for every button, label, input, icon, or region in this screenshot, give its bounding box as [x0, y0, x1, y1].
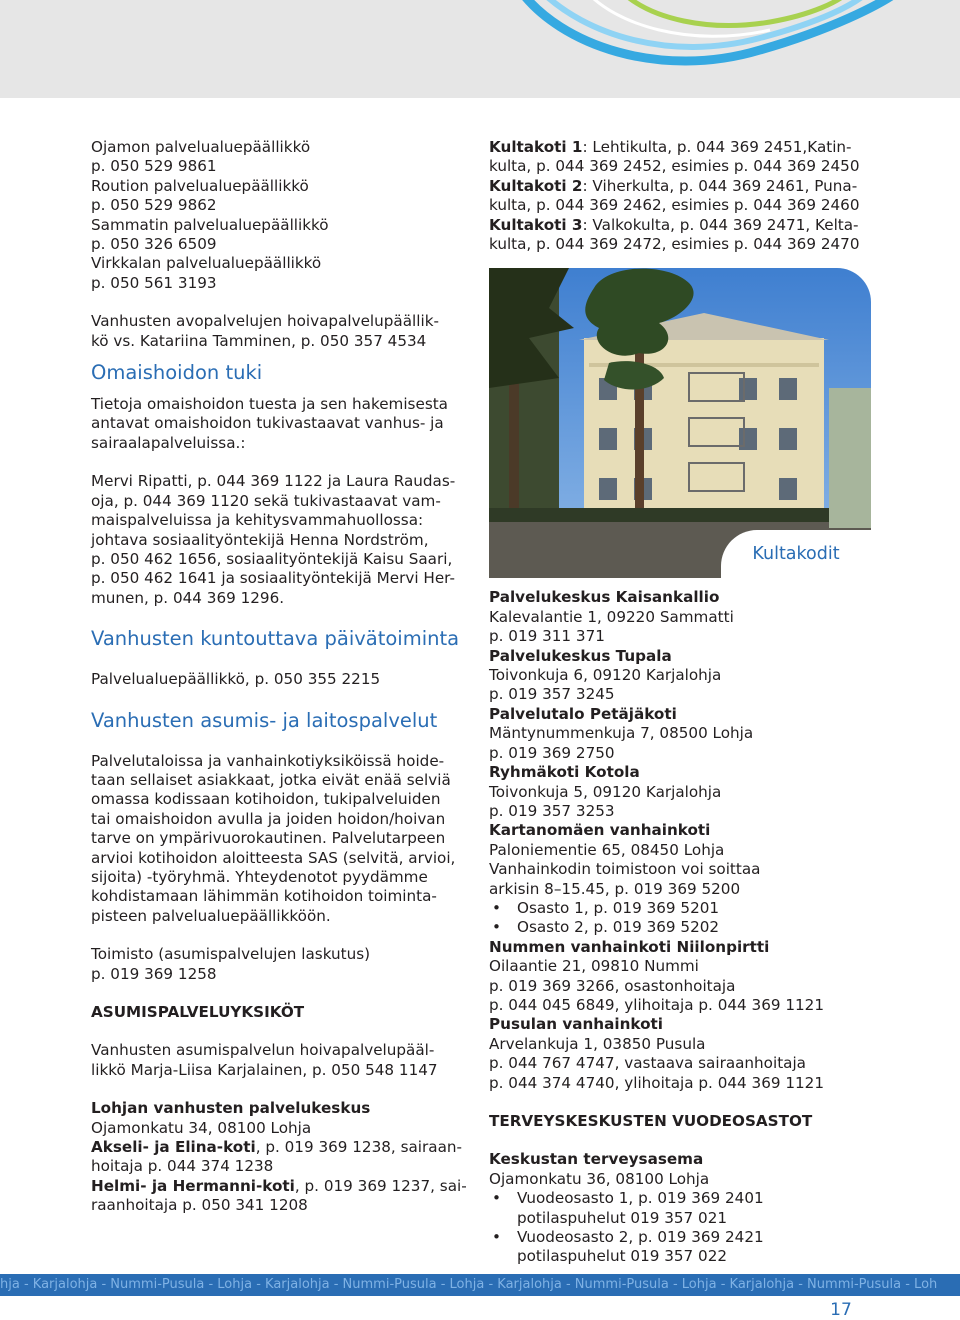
kartanomaki-address: Paloniementie 65, 08450 Lohja: [489, 840, 725, 859]
asumisyksikot-line: likkö Marja-Liisa Karjalainen, p. 050 548 1147: [91, 1060, 438, 1079]
omaishoito-heading: Omaishoidon tuki: [91, 361, 263, 385]
contact-line: Ojamon palvelualuepäällikkö: [91, 138, 311, 156]
kotola-address: Toivonkuja 5, 09120 Karjalohja: [489, 782, 722, 801]
lohja-palvelukeskus-title: Lohjan vanhusten palvelukeskus: [91, 1099, 371, 1118]
toimisto-line: Toimisto (asumispalvelujen laskutus): [91, 945, 371, 964]
list-item: • Osasto 1, p. 019 369 5201: [489, 899, 871, 918]
omaishoito-intro-line: antavat omaishoidon tukivastaavat vanhus- ja: [91, 414, 444, 433]
kotola-title: Ryhmäkoti Kotola: [489, 763, 640, 782]
asumis-text-line: taan sellaiset asiakkaat, jotka eivät enää selviä: [91, 770, 451, 789]
omaishoito-contact-line: p. 050 462 1656, sosiaalityöntekijä Kaisu Saari,: [91, 549, 453, 568]
contact-line: Virkkalan palvelualuepäällikkö: [91, 254, 322, 273]
pusula-title: Pusulan vanhainkoti: [489, 1015, 663, 1034]
niilonpirtti-phone: p. 019 369 3266, osastonhoitaja: [489, 976, 736, 995]
akseli-elina-line-2: hoitaja p. 044 374 1238: [91, 1157, 274, 1176]
kultakoti-line: [489, 196, 871, 215]
right-column: [489, 138, 871, 1267]
tupala-address: Toivonkuja 6, 09120 Karjalohja: [489, 666, 722, 685]
kaisankallio-phone: p. 019 311 371: [489, 627, 605, 646]
asumis-text-line: Palvelutaloissa ja vanhainkotiyksiköissä hoide-: [91, 751, 445, 770]
omaishoito-contact-line: oja, p. 044 369 1120 sekä tukivastaavat vam-: [91, 491, 441, 510]
kultakoti-line: [489, 177, 871, 196]
kultakoti-phones: kulta, p. 044 369 2472, esimies p. 044 369 2470: [489, 235, 860, 254]
kultakoti-line: [489, 157, 871, 176]
helmi-hermanni-title: Helmi- ja Hermanni-koti: [91, 1176, 295, 1195]
asumis-text-line: kohdistamaan lähimmän kotihoidon toiminta-: [91, 887, 437, 906]
kartanomaki-phone: arkisin 8–15.45, p. 019 369 5200: [489, 879, 741, 898]
terveyskeskus-heading: TERVEYSKESKUSTEN VUODEOSASTOT: [489, 1112, 813, 1130]
petajakoti-title: Palvelutalo Petäjäkoti: [489, 704, 677, 723]
vuodeosasto-phone: Vuodeosasto 2, p. 019 369 2421: [517, 1228, 764, 1247]
kultakoti-phones: kulta, p. 044 369 2452, esimies p. 044 369 2450: [489, 157, 860, 176]
kultakoti-line: [489, 235, 871, 254]
toimisto-line: p. 019 369 1258: [91, 964, 217, 983]
kultakoti-phones: : Lehtikulta, p. 044 369 2451,Katin-: [582, 138, 852, 156]
asumis-text-line: tarve on ympärivuorokautinen. Palvelutarpeen: [91, 829, 446, 848]
petajakoti-phone: p. 019 369 2750: [489, 743, 615, 762]
asumis-text-line: tai omaishoidon avulla ja joiden hoidon/hoivan: [91, 809, 446, 828]
tupala-phone: p. 019 357 3245: [489, 685, 615, 704]
vuodeosastot-list: [489, 1189, 871, 1267]
list-item: • Osasto 2, p. 019 369 5202: [489, 918, 871, 937]
contact-line: Sammatin palvelualuepäällikkö: [91, 215, 329, 234]
tupala-title: Palvelukeskus Tupala: [489, 646, 672, 665]
kuntouttava-heading: Vanhusten kuntouttava päivätoiminta: [91, 627, 460, 651]
asumis-text-line: arvioi kotihoidon aloitteesta SAS (selvitä, arvioi,: [91, 848, 456, 867]
pusula-phone-2: p. 044 374 4740, ylihoitaja p. 044 369 1121: [489, 1073, 824, 1092]
contact-line: p. 050 561 3193: [91, 273, 217, 292]
header-band: [0, 0, 960, 98]
kaisankallio-address: Kalevalantie 1, 09220 Sammatti: [489, 607, 734, 626]
omaishoito-contact-line: p. 050 462 1641 ja sosiaalityöntekijä Mervi Her-: [91, 569, 455, 588]
kuntouttava-text: Palvelualuepäällikkö, p. 050 355 2215: [91, 670, 381, 689]
omaishoito-contact-line: Mervi Ripatti, p. 044 369 1122 ja Laura Raudas-: [91, 472, 456, 491]
kaisankallio-title: Palvelukeskus Kaisankallio: [489, 588, 720, 607]
pusula-address: Arvelankuja 1, 03850 Pusula: [489, 1034, 706, 1053]
omaishoito-contact-line: maispalveluissa ja kehitysvammahuollossa:: [91, 511, 424, 530]
contact-line: Roution palvelualuepäällikkö: [91, 176, 309, 195]
keskusta-address: Ojamonkatu 36, 08100 Lohja: [489, 1169, 710, 1188]
kultakoti-title: Kultakoti 1: [489, 138, 583, 156]
swirl-decoration-icon: [0, 0, 960, 98]
kotola-phone: p. 019 357 3253: [489, 801, 615, 820]
omaishoito-intro-line: sairaalapalveluissa.:: [91, 433, 246, 452]
omaishoito-contact-line: munen, p. 044 369 1296.: [91, 588, 285, 607]
kultakoti-title: Kultakoti 2: [489, 176, 583, 195]
list-item: [489, 1189, 871, 1228]
asumis-text-line: omassa kodissaan kotihoidon, tukipalveluiden: [91, 790, 441, 809]
list-item: [489, 1228, 871, 1267]
kartanomaki-title: Kartanomäen vanhainkoti: [489, 821, 711, 840]
avopalvelu-line: kö vs. Katariina Tamminen, p. 050 357 4534: [91, 331, 427, 350]
vuodeosasto-patient-phone: potilaspuhelut 019 357 022: [517, 1247, 728, 1266]
petajakoti-address: Mäntynummenkuja 7, 08500 Lohja: [489, 724, 754, 743]
kultakoti-line: [489, 138, 871, 157]
lohja-palvelukeskus-address: Ojamonkatu 34, 08100 Lohja: [91, 1118, 312, 1137]
contact-line: p. 050 326 6509: [91, 235, 217, 254]
asumis-text-line: sijoita) -työryhmä. Yhteydenotot pyydämme: [91, 867, 428, 886]
kartanomaki-osastot: [489, 899, 871, 938]
pusula-phone: p. 044 767 4747, vastaava sairaanhoitaja: [489, 1054, 806, 1073]
niilonpirtti-phone-2: p. 044 045 6849, ylihoitaja p. 044 369 1121: [489, 995, 824, 1014]
asumis-text-line: pisteen palvelualuepäällikköön.: [91, 906, 331, 925]
helmi-hermanni-line-2: raanhoitaja p. 050 341 1208: [91, 1196, 308, 1215]
vuodeosasto-phone: Vuodeosasto 1, p. 019 369 2401: [517, 1189, 764, 1208]
kultakoti-phones: : Viherkulta, p. 044 369 2461, Puna-: [582, 176, 858, 195]
left-column: [91, 138, 474, 1216]
niilonpirtti-address: Oilaantie 21, 09810 Nummi: [489, 957, 699, 976]
kultakodit-photo: [489, 268, 871, 578]
kultakoti-phones: : Valkokulta, p. 044 369 2471, Kelta-: [582, 215, 859, 234]
kultakoti-phones: kulta, p. 044 369 2462, esimies p. 044 369 2460: [489, 196, 860, 215]
page-number: 17: [830, 1300, 852, 1320]
keskusta-title: Keskustan terveysasema: [489, 1150, 704, 1169]
omaishoito-intro-line: Tietoja omaishoidon tuesta ja sen hakemisesta: [91, 395, 448, 414]
footer-strip: hja - Karjalohja - Nummi-Pusula - Lohja - Karjalohja - Nummi-Pusula - Lohja - Karjalohja - Nummi-Pusula - Lohja - Karjalohja - Nummi-Pusula - Loh: [0, 1274, 960, 1296]
akseli-elina-line: [91, 1138, 474, 1157]
akseli-elina-title: Akseli- ja Elina-koti: [91, 1138, 256, 1157]
kultakoti-title: Kultakoti 3: [489, 215, 583, 234]
avopalvelu-line: Vanhusten avopalvelujen hoivapalvelupäällik-: [91, 312, 439, 331]
kartanomaki-info: Vanhainkodin toimistoon voi soittaa: [489, 860, 761, 879]
niilonpirtti-title: Nummen vanhainkoti Niilonpirtti: [489, 937, 770, 956]
photo-caption: Kultakodit: [721, 530, 871, 578]
vuodeosasto-patient-phone: potilaspuhelut 019 357 021: [517, 1208, 728, 1227]
helmi-hermanni-line: [91, 1177, 474, 1196]
kultakoti-line: [489, 216, 871, 235]
asumisyksikot-heading: ASUMISPALVELUYKSIKÖT: [91, 1003, 305, 1021]
omaishoito-contact-line: johtava sosiaalityöntekijä Henna Nordström,: [91, 530, 429, 549]
asumis-heading: Vanhusten asumis- ja laitospalvelut: [91, 708, 438, 732]
contact-line: p. 050 529 9861: [91, 157, 217, 176]
asumisyksikot-line: Vanhusten asumispalvelun hoivapalvelupääl-: [91, 1041, 435, 1060]
helmi-hermanni-phone: , p. 019 369 1237, sai-: [294, 1176, 467, 1195]
contact-line: p. 050 529 9862: [91, 196, 217, 215]
akseli-elina-phone: , p. 019 369 1238, sairaan-: [255, 1138, 462, 1157]
